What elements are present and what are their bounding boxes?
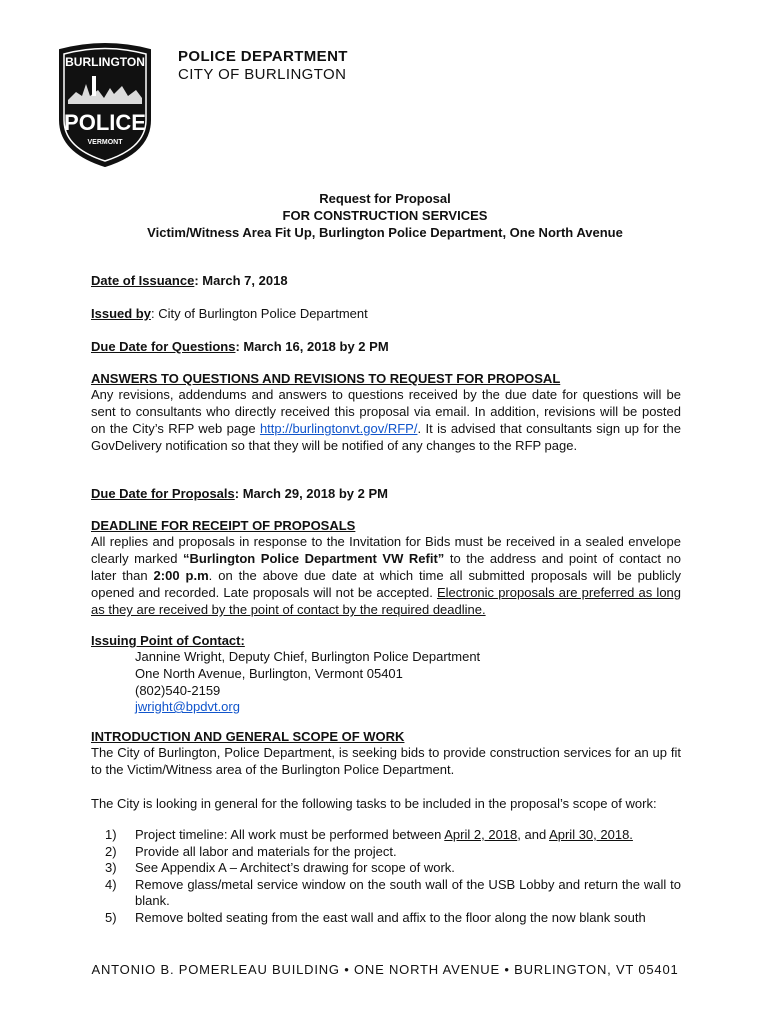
proposals-due-label: Due Date for Proposals — [91, 486, 235, 501]
rfp-project: Victim/Witness Area Fit Up, Burlington Police Department, One North Avenue — [147, 225, 623, 240]
contact-email-link[interactable]: jwright@bpdvt.org — [135, 699, 240, 714]
deadline-text-1: All replies and proposals in response to the Invitation for Bids must be received in a sealed envelope clearly marked — [91, 534, 681, 566]
logo-middle-text: POLICE — [64, 110, 146, 135]
contact-address: One North Avenue, Burlington, Vermont 05401 — [135, 666, 403, 681]
list-item — [105, 843, 681, 861]
list-item — [105, 909, 681, 927]
issued-by-value: : City of Burlington Police Department — [150, 306, 368, 321]
contact-phone: (802)540-2159 — [135, 683, 221, 698]
intro-paragraph: The City of Burlington, Police Department, is seeking bids to provide construction services for an up fit to the Victim/Witness area of the Burlington Police Department. — [91, 745, 681, 777]
rfp-subtitle: FOR CONSTRUCTION SERVICES — [282, 208, 488, 223]
task-text: See Appendix A – Architect’s drawing for scope of work. — [135, 860, 455, 875]
deadline-time: 2:00 p.m — [153, 568, 209, 583]
deadline-electronic-note: Electronic proposals are preferred as long as they are received by the point of contact by the required deadline. — [91, 585, 682, 617]
deadline-text-2: to the address and point of contact no later than — [91, 551, 682, 583]
answers-text-a: Any revisions, addendums and answers to questions received by the due date for questions will be sent to consultants who directly received this proposal via email. In addition, revisions will be posted on the City’s RFP web page — [91, 387, 681, 436]
list-item — [105, 876, 681, 910]
rfp-title: Request for Proposal — [319, 191, 451, 206]
burlington-police-logo — [52, 40, 158, 168]
city-name: CITY OF BURLINGTON — [178, 66, 347, 83]
task-text: Provide all labor and materials for the project. — [135, 843, 397, 859]
task-number: 5) — [105, 909, 117, 925]
questions-due-value: : March 16, 2018 by 2 PM — [235, 339, 389, 354]
contact-email-row — [135, 698, 681, 715]
task-number: 3) — [105, 860, 117, 875]
answers-paragraph — [91, 386, 681, 454]
issued-by-label: Issued by — [91, 306, 151, 321]
issued-by — [91, 305, 681, 322]
task-number: 2) — [105, 843, 117, 859]
task-text: , and — [517, 827, 550, 842]
task-number: 4) — [105, 876, 117, 892]
deadline-text-3: . on the above due date at which time all submitted proposals will be publicly opened and recorded. Late proposals will not be accepted. — [91, 568, 681, 600]
task-text: Project timeline: All work must be performed between — [135, 827, 445, 842]
task-number: 1) — [105, 827, 117, 842]
page-footer: ANTONIO B. POMERLEAU BUILDING • ONE NORTH AVENUE • BURLINGTON, VT 05401 — [91, 962, 679, 977]
proposals-due — [91, 485, 681, 502]
date-of-issuance — [91, 272, 681, 289]
scope-intro: The City is looking in general for the following tasks to be included in the proposal’s scope of work: — [91, 796, 657, 811]
logo-top-text: BURLINGTON — [65, 55, 145, 69]
answers-heading: ANSWERS TO QUESTIONS AND REVISIONS TO REQUEST FOR PROPOSAL — [91, 371, 561, 386]
logo-bottom-text: VERMONT — [87, 139, 123, 146]
department-name: POLICE DEPARTMENT — [178, 48, 348, 65]
deadline-paragraph — [91, 533, 681, 618]
issuance-label: Date of Issuance — [91, 273, 195, 288]
task-date-start: April 2, 2018 — [444, 827, 518, 842]
proposals-due-value: : March 29, 2018 by 2 PM — [234, 486, 388, 501]
deadline-heading: DEADLINE FOR RECEIPT OF PROPOSALS — [91, 518, 356, 533]
intro-heading: INTRODUCTION AND GENERAL SCOPE OF WORK — [91, 729, 405, 744]
department-header — [178, 48, 348, 84]
questions-due — [91, 338, 681, 355]
list-item — [105, 827, 681, 844]
task-date-end: April 30, 2018. — [549, 827, 633, 842]
scope-task-list — [91, 827, 681, 926]
task-text: Remove glass/metal service window on the south wall of the USB Lobby and return the wall to blank. — [135, 876, 681, 908]
list-item — [105, 860, 681, 877]
task-text: Remove bolted seating from the east wall and affix to the floor along the now blank south — [135, 909, 646, 925]
rfp-web-link[interactable]: http://burlingtonvt.gov/RFP/ — [259, 421, 418, 436]
contact-heading: Issuing Point of Contact: — [91, 633, 245, 648]
questions-due-label: Due Date for Questions — [91, 339, 236, 354]
contact-name: Jannine Wright, Deputy Chief, Burlington Police Department — [135, 649, 481, 664]
answers-text-b: . It is advised that consultants sign up for the GovDelivery notification so that they will be notified of any changes to the RFP page. — [91, 421, 681, 453]
deadline-marked-label: “Burlington Police Department VW Refit” — [183, 551, 445, 566]
issuance-value: : March 7, 2018 — [194, 273, 288, 288]
